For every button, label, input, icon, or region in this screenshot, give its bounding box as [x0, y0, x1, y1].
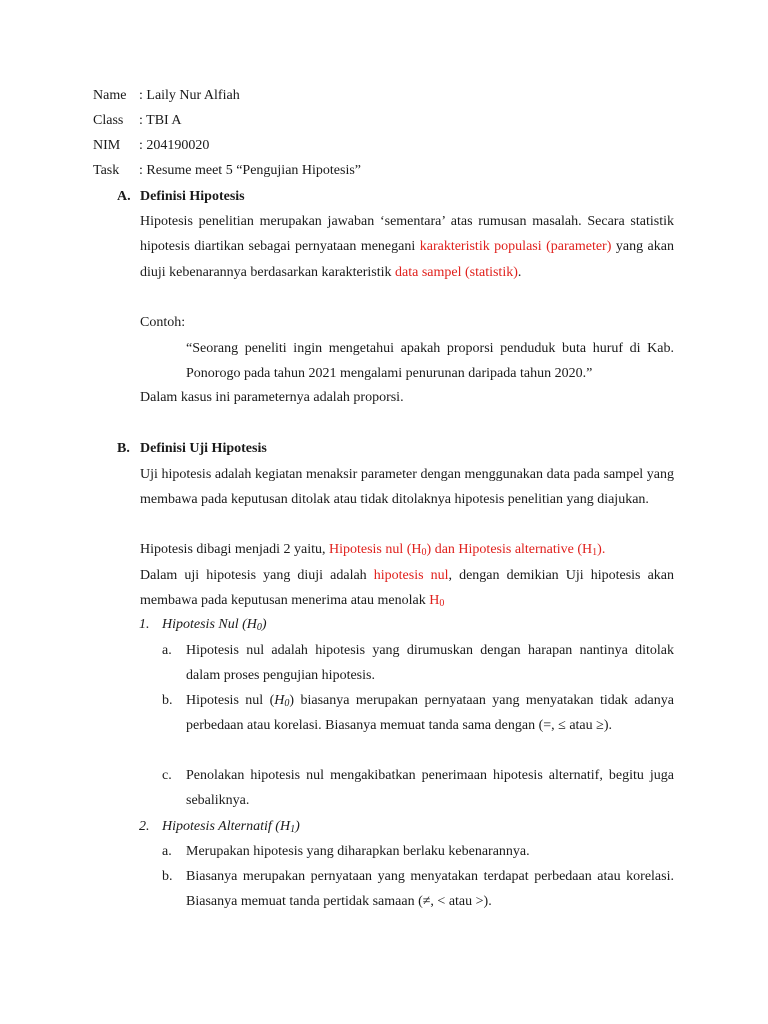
para-text: , dengan demikian Uji hipotesis akan membawa pada keputusan menerima atau menolak	[140, 568, 674, 609]
header-task-row	[93, 163, 361, 179]
sub2-item-b-text: Biasanya merupakan pernyataan yang menyatakan terdapat perbedaan atau korelasi. Biasanya memuat tanda pertidak samaan (≠, < atau >).	[186, 869, 674, 910]
section-a-paragraph	[140, 209, 674, 285]
section-b-paragraph-1: Uji hipotesis adalah kegiatan menaksir parameter dengan menggunakan data pada sampel yang membawa pada keputusan ditolak atau tidak ditolaknya hipotesis penelitian yang diajukan.	[140, 467, 674, 508]
sub1-item-c-marker: c.	[162, 768, 172, 783]
section-a-title: Definisi Hipotesis	[140, 189, 245, 204]
sub1-item-c-text: Penolakan hipotesis nul mengakibatkan penerimaan hipotesis alternatif, begitu juga sebaliknya.	[186, 768, 674, 809]
header-class-row	[93, 113, 182, 129]
highlight-parameter: karakteristik populasi (parameter)	[419, 239, 612, 255]
sub2-item-a-marker: a.	[162, 844, 172, 859]
sub1-marker: 1.	[139, 617, 150, 632]
sub1-item-a-marker: a.	[162, 643, 172, 658]
highlight-hipotesis-types: Hipotesis nul $(H_0)$ dan Hipotesis alternative $(H_1)$.	[328, 542, 606, 558]
name-label: Name	[93, 88, 127, 103]
sub1-item-b-marker: b.	[162, 693, 173, 708]
example-note: Dalam kasus ini parameternya adalah proporsi.	[140, 390, 404, 405]
example-label: Contoh:	[140, 315, 186, 330]
para-text: Hipotesis dibagi menjadi 2 yaitu,	[140, 542, 329, 557]
class-value: : TBI A	[139, 113, 182, 128]
nim-label: NIM	[93, 138, 121, 153]
section-a-letter: A.	[117, 189, 131, 204]
para-text: Hipotesis penelitian merupakan jawaban ‘sementara’ atas rumusan masalah. Secara statistik hipotesis diartikan sebagai pernyataan menegani	[140, 214, 674, 255]
name-value: : Laily Nur Alfiah	[139, 88, 240, 103]
section-b-title: Definisi Uji Hipotesis	[140, 441, 267, 456]
sub1-item-a-text: Hipotesis nul adalah hipotesis yang dirumuskan dengan harapan nantinya ditolak dalam proses pengujian hipotesis.	[186, 643, 674, 684]
para-text: yang akan diuji kebenarannya berdasarkan karakteristik	[140, 239, 674, 280]
sub1-item-b-text: Hipotesis nul $(H_0)$ biasanya merupakan pernyataan yang menyatakan tidak adanya perbedaan atau korelasi. Biasanya memuat tanda sama dengan (=, ≤ atau ≥).	[186, 693, 674, 734]
example-quote: “Seorang peneliti ingin mengetahui apakah proporsi penduduk buta huruf di Kab. Ponorogo pada tahun 2021 mengalami penurunan daripada tahun 2020.”	[186, 341, 674, 382]
sub2-title: Hipotesis Alternatif $(H_1)$	[162, 819, 300, 835]
para-text: Dalam uji hipotesis yang diuji adalah	[140, 568, 374, 583]
header-nim-row	[93, 138, 209, 154]
para-text: .	[517, 264, 522, 280]
section-b-paragraph-3	[140, 563, 674, 614]
highlight-h0: $H_0$	[429, 593, 445, 610]
highlight-hipotesis-nul: hipotesis nul	[373, 568, 449, 583]
highlight-statistik: data sampel (statistik)	[395, 264, 518, 280]
class-label: Class	[93, 113, 124, 128]
sub2-marker: 2.	[139, 819, 150, 834]
section-b-paragraph-2	[140, 537, 674, 562]
nim-value: : 204190020	[139, 138, 210, 153]
sub2-item-b-marker: b.	[162, 869, 173, 884]
section-b-letter: B.	[117, 441, 130, 456]
task-label: Task	[93, 163, 120, 178]
sub2-item-a-text: Merupakan hipotesis yang diharapkan berlaku kebenarannya.	[186, 844, 530, 859]
task-value: : Resume meet 5 “Pengujian Hipotesis”	[139, 163, 362, 178]
header-name-row	[93, 88, 240, 104]
sub1-title: Hipotesis Nul $(H_0)$	[162, 617, 267, 633]
